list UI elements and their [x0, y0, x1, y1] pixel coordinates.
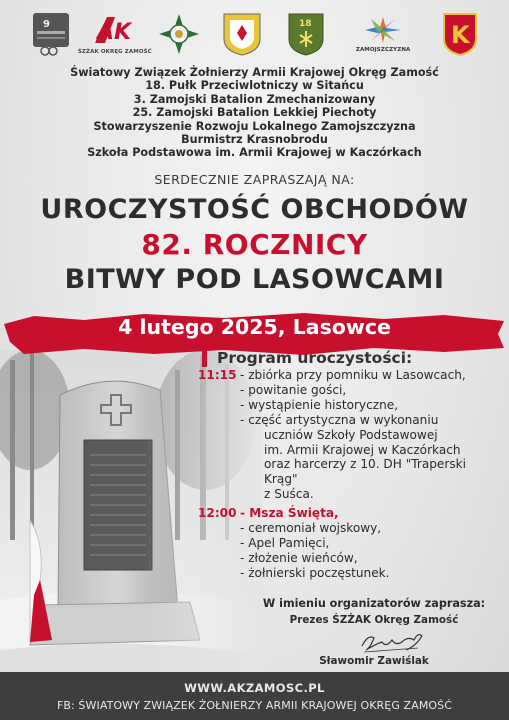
svg-text:9: 9: [43, 19, 50, 30]
program-item: im. Armii Krajowej w Kaczórkach: [264, 442, 461, 457]
svg-text:AK: AK: [96, 20, 131, 45]
program-time: 11:15: [198, 368, 237, 382]
signature-title: Prezes ŚZŻAK Okręg Zamość: [289, 614, 459, 626]
organizer-line: Burmistrz Krasnobrodu: [181, 133, 328, 147]
organizer-line: 25. Zamojski Batalion Lekkiej Piechoty: [132, 106, 377, 120]
signer-name: Sławomir Zawiślak: [319, 655, 429, 667]
program-item: - zbiórka przy pomniku w Lasowcach,: [240, 368, 466, 382]
program-item: - Apel Pamięci,: [240, 535, 330, 550]
program-section: [198, 350, 503, 581]
svg-text:18: 18: [299, 19, 312, 29]
organizer-line: Szkoła Podstawowa im. Armii Krajowej w Kaczórkach: [87, 146, 422, 160]
soldiers-association-emblem-icon: [28, 10, 74, 58]
program-item: uczniów Szkoły Podstawowej: [264, 427, 438, 442]
program-item: - powitanie gości,: [240, 382, 347, 397]
handwritten-signature-icon: [358, 628, 428, 656]
svg-text:K: K: [450, 21, 470, 49]
organizer-line: 18. Pułk Przeciwlotniczy w Sitańcu: [145, 79, 364, 93]
program-item: - część artystyczna w wykonaniu: [240, 412, 439, 427]
footer: [0, 672, 509, 720]
green-shield-18-emblem-icon: [283, 10, 329, 58]
program-item: - ceremoniał wojskowy,: [240, 521, 382, 536]
logo-row: [28, 10, 483, 62]
szzak-logo-caption: ŚZŻAK OKRĘG ZAMOŚĆ: [77, 49, 152, 55]
footer-facebook-text: FB: ŚWIATOWY ZWIĄZEK ŻOŁNIERZY ARMII KRAJOWEJ OKRĘG ZAMOŚĆ: [56, 699, 453, 712]
program-row: [198, 368, 503, 383]
title-line-3: BITWY POD LASOWCAMI: [64, 264, 445, 295]
szzak-logo-icon: [77, 10, 152, 58]
organizer-line: 3. Zamojski Batalion Zmechanizowany: [133, 92, 376, 106]
organizer-line: Stowarzyszenie Rozwoju Lokalnego Zamojszczyzna: [93, 119, 416, 133]
invite-text: SERDECZNIE ZAPRASZAJĄ NA:: [154, 172, 355, 187]
program-item: - żołnierski poczęstunek.: [240, 565, 390, 580]
program-item: oraz harcerzy z 10. DH "Traperski Krąg": [264, 457, 466, 487]
footer-website-link[interactable]: WWW.AKZAMOSC.PL: [184, 681, 325, 695]
organizers-list: [0, 66, 509, 160]
program-time: 12:00: [198, 506, 237, 521]
battalion-shield-emblem-icon: [219, 10, 265, 58]
title-line-2: 82. ROCZNICY: [141, 228, 368, 261]
signature-intro: W imieniu organizatorów zaprasza:: [262, 597, 486, 610]
program-row: [198, 506, 503, 521]
program-heading: Program uroczystości:: [202, 350, 503, 367]
red-k-shield-emblem-icon: [437, 10, 483, 58]
program-item: - Msza Święta,: [240, 506, 339, 521]
zamojszczyzna-logo-icon: [347, 10, 419, 58]
program-item: - wystąpienie historyczne,: [240, 397, 399, 412]
program-item: - złożenie wieńców,: [240, 550, 358, 565]
green-cross-emblem-icon: [156, 10, 202, 58]
organizer-line: Światowy Związek Żołnierzy Armii Krajowej Okręg Zamość: [70, 66, 439, 79]
title-line-1: UROCZYSTOŚĆ OBCHODÓW: [40, 194, 469, 225]
program-item: z Suśca.: [264, 487, 314, 502]
event-date-location: 4 lutego 2025, Lasowce: [118, 315, 391, 339]
zamojszczyzna-caption: ZAMOJSZCZYZNA: [355, 47, 411, 53]
